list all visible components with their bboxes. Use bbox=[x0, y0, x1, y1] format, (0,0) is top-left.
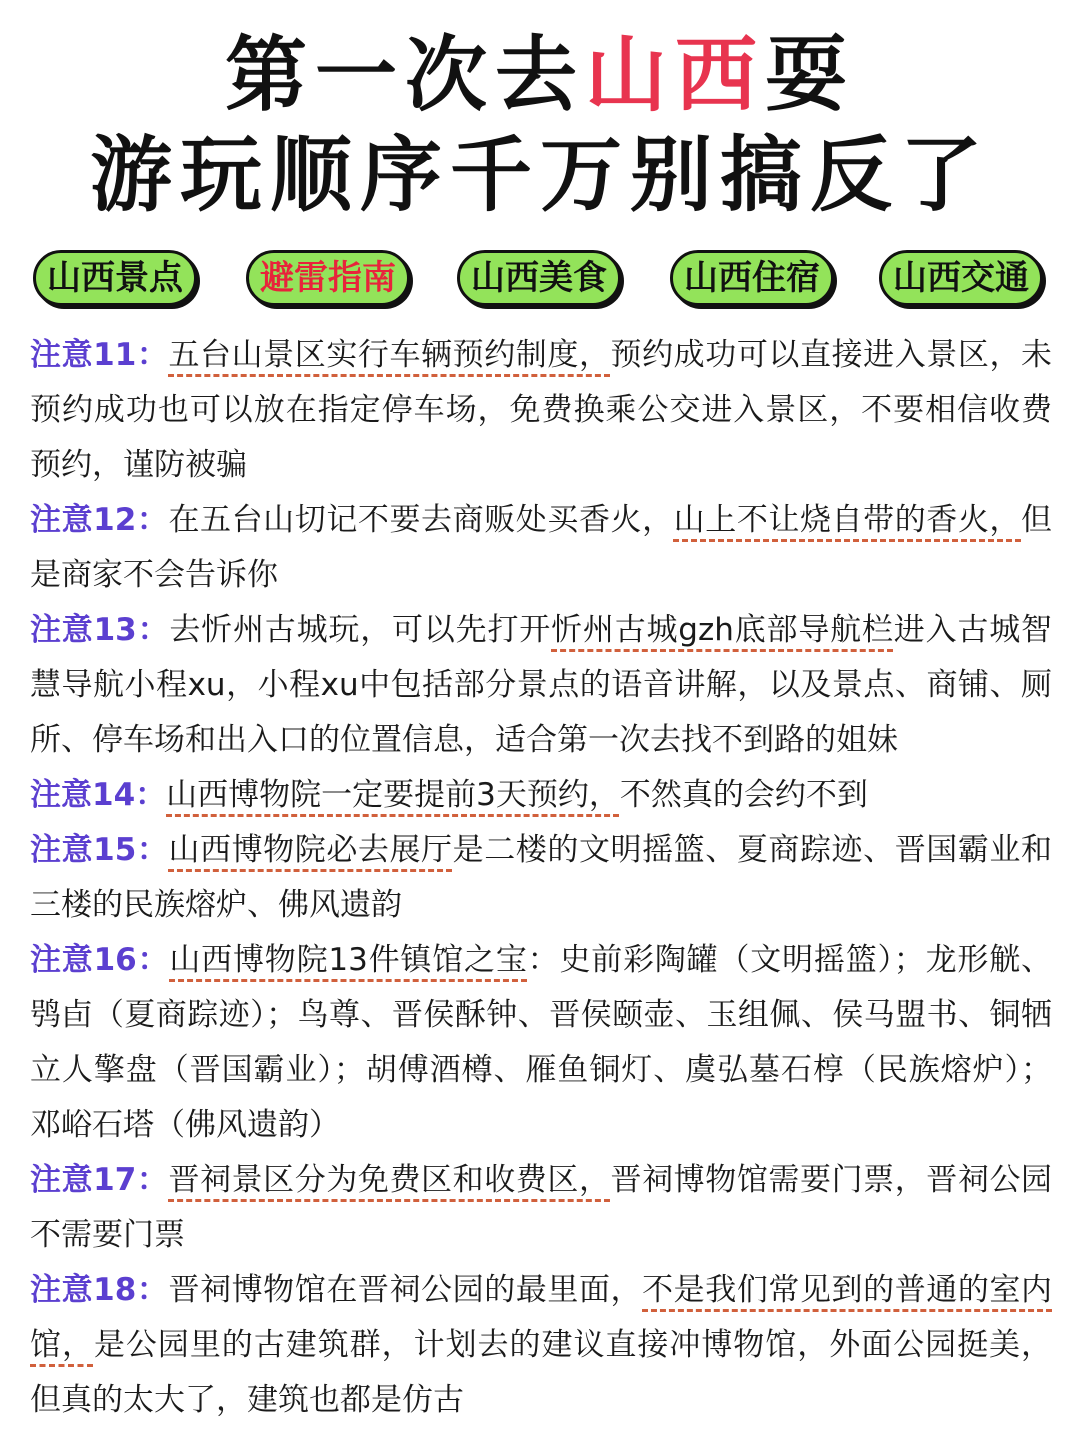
note-15 bbox=[30, 823, 1052, 933]
note-text: 预约成功可以直接进入景区，未预约成功也可以放在指定停车场，免费换乘公交进入景区，不要相信收费预约，谨防被骗 bbox=[30, 337, 1053, 483]
note-label: 注意16： bbox=[30, 942, 170, 978]
tag-row bbox=[33, 250, 1047, 308]
title-prefix: 第一次去 bbox=[224, 28, 585, 123]
tag-transport[interactable]: 山西交通 bbox=[879, 250, 1043, 306]
note-underlined-text: 不是我们常见到的普通的室内馆， bbox=[30, 1272, 1053, 1363]
note-label: 注意15： bbox=[30, 832, 169, 868]
note-underlined-text: 晋祠景区分为免费区和收费区， bbox=[168, 1162, 611, 1198]
note-text: 在五台山切记不要去商贩处买香火， bbox=[168, 502, 674, 538]
note-text: 去忻州古城玩，可以先打开 bbox=[169, 612, 552, 648]
tag-lodging[interactable]: 山西住宿 bbox=[670, 250, 834, 306]
note-text: 进入古城智慧导航小程xu，小程xu中包括部分景点的语音讲解，以及景点、商铺、厕所、停车场和出入口的位置信息，适合第一次去找不到路的姐妹 bbox=[30, 612, 1052, 758]
note-label: 注意17： bbox=[30, 1162, 169, 1198]
note-underlined-text: 五台山景区实行车辆预约制度， bbox=[168, 337, 611, 373]
note-label: 注意13： bbox=[30, 612, 170, 648]
note-underlined-text: 忻州古城gzh底部导航栏 bbox=[551, 612, 894, 648]
note-text: 是二楼的文明摇篮、夏商踪迹、晋国霸业和三楼的民族熔炉、佛风遗韵 bbox=[30, 832, 1053, 923]
tag-pitfall-guide[interactable]: 避雷指南 bbox=[246, 250, 410, 306]
note-text: 不然真的会约不到 bbox=[619, 777, 868, 813]
note-16 bbox=[30, 933, 1052, 1153]
note-label: 注意14： bbox=[30, 777, 167, 813]
notes-list bbox=[30, 328, 1052, 1428]
note-underlined-text: 山西博物院13件镇馆之宝 bbox=[169, 942, 528, 978]
note-17 bbox=[30, 1153, 1052, 1263]
note-text: ：史前彩陶罐（文明摇篮）；龙形觥、鸮卣（夏商踪迹）；鸟尊、晋侯酥钟、晋侯颐壶、玉组佩、侯马盟书、铜牺立人擎盘（晋国霸业）；胡傅酒樽、雁鱼铜灯、虞弘墓石椁（民族熔炉）；邓峪石塔（佛风遗韵） bbox=[30, 942, 1053, 1143]
note-12 bbox=[30, 493, 1052, 603]
tag-scenic-spots[interactable]: 山西景点 bbox=[33, 250, 197, 306]
note-label: 注意12： bbox=[30, 502, 169, 538]
page-title-line-1 bbox=[0, 26, 1080, 126]
note-underlined-text: 山上不让烧自带的香火， bbox=[673, 502, 1022, 538]
note-18 bbox=[30, 1263, 1052, 1428]
note-13 bbox=[30, 603, 1052, 768]
tag-food[interactable]: 山西美食 bbox=[457, 250, 621, 306]
page-title-line-2: 游玩顺序千万别搞反了 bbox=[89, 128, 990, 223]
note-text: 是公园里的古建筑群，计划去的建议直接冲博物馆，外面公园挺美，但真的太大了，建筑也都是仿古 bbox=[30, 1327, 1052, 1418]
note-11 bbox=[30, 328, 1052, 493]
note-14 bbox=[30, 768, 1052, 823]
note-underlined-text: 山西博物院必去展厅 bbox=[168, 832, 453, 868]
note-text: 晋祠博物馆在晋祠公园的最里面， bbox=[168, 1272, 643, 1308]
note-underlined-text: 山西博物院一定要提前3天预约， bbox=[166, 777, 620, 813]
note-text: 但是商家不会告诉你 bbox=[30, 502, 1053, 593]
note-label: 注意18： bbox=[30, 1272, 169, 1308]
note-label: 注意11： bbox=[30, 337, 169, 373]
note-text: 晋祠博物馆需要门票，晋祠公园不需要门票 bbox=[30, 1162, 1053, 1253]
title-highlight: 山西 bbox=[584, 28, 765, 123]
title-suffix: 耍 bbox=[765, 28, 856, 123]
